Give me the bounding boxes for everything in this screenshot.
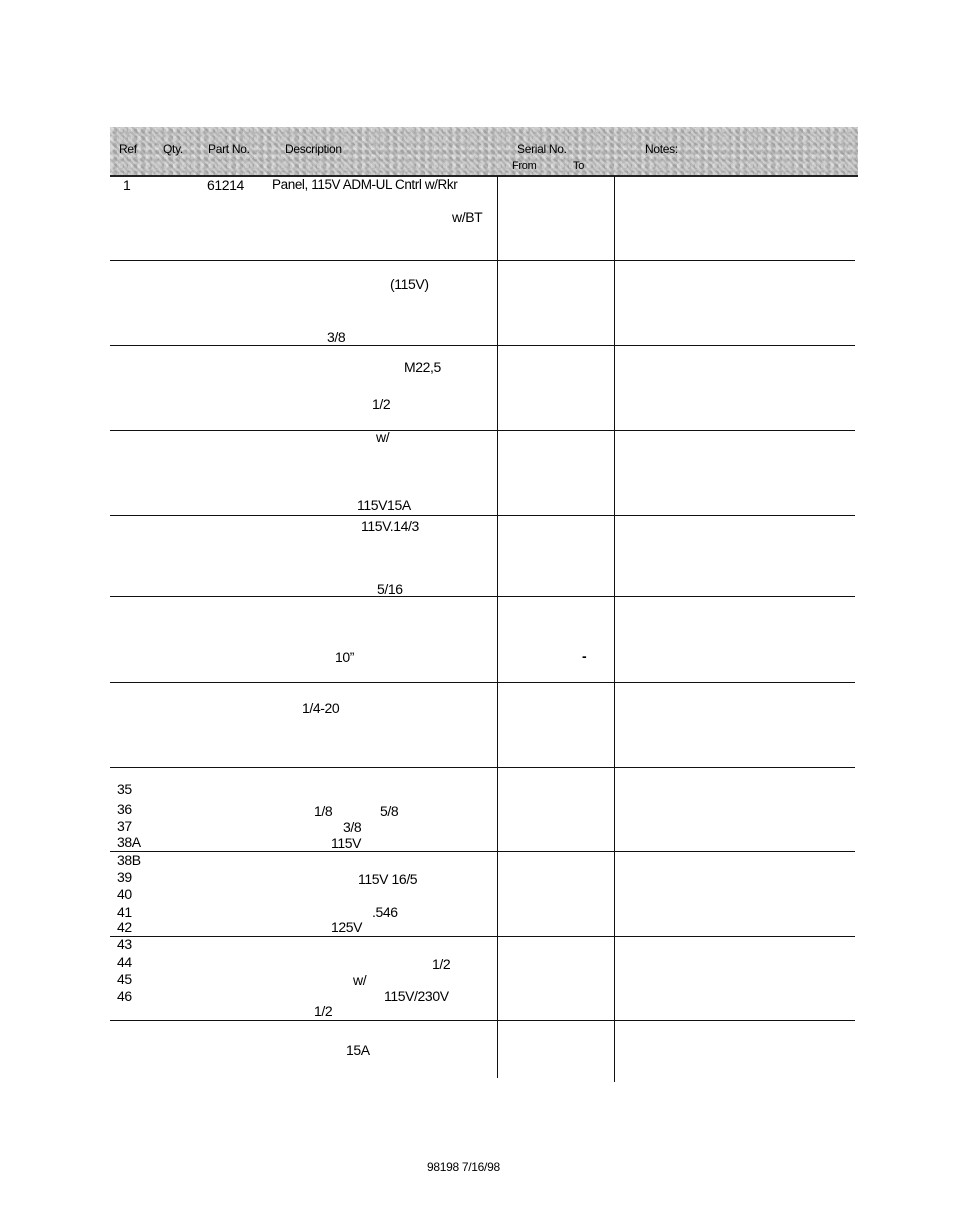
row-divider: [110, 345, 855, 346]
desc-fragment: 115V 16/5: [358, 871, 418, 887]
ref-number: 38A: [117, 834, 141, 850]
ref-number: 45: [117, 971, 132, 987]
desc-fragment: 115V: [331, 835, 362, 851]
col-header-part-no: Part No.: [208, 142, 250, 156]
row-divider: [110, 260, 855, 261]
desc-fragment: 3/8: [343, 819, 362, 835]
ref-number: 41: [117, 904, 132, 920]
row-divider: [110, 596, 855, 597]
ref-number: 39: [117, 869, 132, 885]
desc-fragment: 1/2: [314, 1003, 333, 1019]
column-divider: [614, 176, 615, 1082]
desc-fragment: w/: [353, 972, 367, 988]
desc-fragment: M22,5: [404, 359, 441, 375]
row1-part-no: 61214: [207, 177, 244, 193]
desc-fragment: 1/2: [372, 396, 391, 412]
desc-fragment: 5/16: [377, 581, 403, 597]
col-header-description: Description: [285, 142, 342, 156]
ref-number: 38B: [117, 852, 141, 868]
desc-fragment: 10”: [335, 649, 355, 665]
desc-fragment: 115V.14/3: [361, 518, 419, 534]
desc-fragment: 1/8: [314, 803, 333, 819]
row1-ref: 1: [123, 177, 131, 193]
row1-description: Panel, 115V ADM-UL Cntrl w/Rkr: [272, 177, 458, 192]
desc-fragment: 1/2: [432, 956, 451, 972]
col-header-notes: Notes:: [645, 142, 678, 156]
desc-fragment: 3/8: [327, 329, 346, 345]
row-divider: [110, 851, 855, 852]
column-divider: [497, 176, 498, 1078]
col-header-from: From: [512, 160, 537, 172]
col-header-serial-no: Serial No.: [517, 142, 567, 156]
col-header-to: To: [573, 160, 585, 172]
desc-fragment: 1/4-20: [302, 700, 340, 716]
desc-fragment: w/: [376, 429, 390, 445]
serial-dash: -: [582, 648, 587, 664]
col-header-ref: Ref: [119, 142, 137, 156]
row-divider: [110, 430, 855, 431]
ref-number: 37: [117, 818, 132, 834]
desc-fragment: 125V: [331, 919, 363, 935]
desc-fragment: 115V15A: [357, 497, 411, 513]
row-divider: [110, 767, 855, 768]
ref-number: 42: [117, 919, 132, 935]
ref-number: 43: [117, 936, 132, 952]
ref-number: 46: [117, 988, 132, 1004]
row-divider: [110, 682, 855, 683]
desc-fragment: 115V/230V: [384, 988, 449, 1004]
ref-number: 35: [117, 781, 132, 797]
ref-number: 44: [117, 954, 132, 970]
desc-fragment: .546: [372, 904, 398, 920]
row-divider: [110, 1020, 855, 1021]
col-header-qty: Qty.: [163, 142, 183, 156]
ref-number: 40: [117, 886, 132, 902]
row-divider: [110, 515, 855, 516]
row-divider: [110, 936, 855, 937]
desc-fragment: w/BT: [452, 209, 483, 225]
desc-fragment: 5/8: [380, 803, 399, 819]
document-footer: 98198 7/16/98: [427, 1160, 500, 1174]
ref-number: 36: [117, 801, 132, 817]
desc-fragment: (115V): [390, 276, 429, 292]
desc-fragment: 15A: [346, 1042, 370, 1058]
